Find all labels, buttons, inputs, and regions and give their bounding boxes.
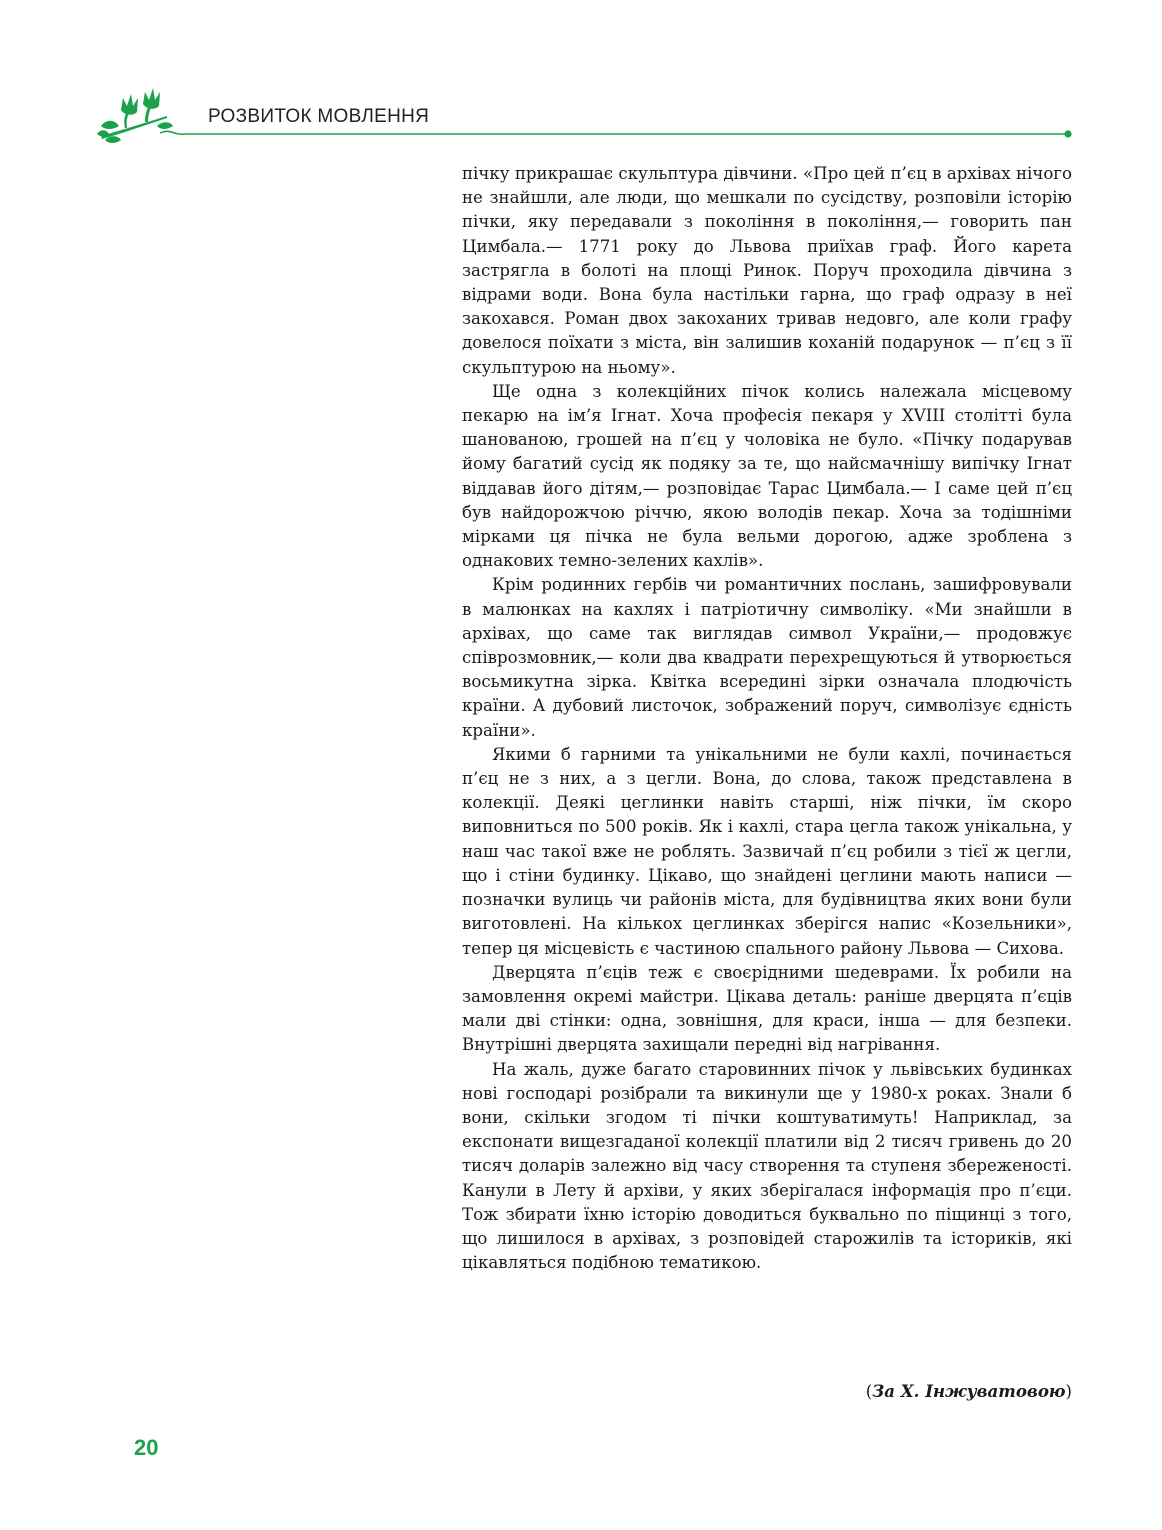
section-title: РОЗВИТОК МОВЛЕННЯ [208, 106, 430, 127]
paragraph: Дверцята п’єців теж є своєрідними шедеврами. Їх робили на замовлення окремі майстри. Цікава деталь: раніше дверцята п’єців мали дві стінки: одна, зовнішня, для краси, інша — для безпеки. Внутрішні дверцята захищали передні від нагрівання. [462, 962, 1072, 1055]
source-author: За Х. Інжуватовою [872, 1381, 1066, 1401]
source-attribution: (За Х. Інжуватовою) [865, 1381, 1072, 1401]
paragraph: Ще одна з колекційних пічок колись належала місцевому пекарю на ім’я Ігнат. Хоча професія пекаря у XVIII столітті була шанованою, грошей на п’єц у чоловіка не було. «Пічку подарував йому багатий сусід як подяку за те, що найсмачнішу випічку Ігнат віддавав його дітям,— розповідає Тарас Цимбала.— І саме цей п’єц був найдорожчою річчю, якою володів пекар. Хоча за тодішніми мірками ця пічка не була вельми дорогою, адже зроблена з однакових темно-зелених кахлів». [462, 381, 1072, 571]
article-text [462, 162, 1072, 1275]
paragraph: Крім родинних гербів чи романтичних послань, зашифровували в малюнках на кахлях і патріотичну символіку. «Ми знайшли в архівах, що саме так виглядав символ України,— продовжує співрозмовник,— коли два квадрати перехрещуються й утворюється восьмикутна зірка. Квітка всередині зірки означала плодючість країни. А дубовий листочок, зображений поруч, символізує єдність країни». [462, 575, 1072, 740]
paragraph: Якими б гарними та унікальними не були кахлі, починається п’єц не з них, а з цегли. Вона, до слова, також представлена в колекції. Деякі цеглинки навіть старші, ніж пічки, їм скоро виповниться по 500 років. Як і кахлі, стара цегла також унікальна, у наш час такої вже не роблять. Зазвичай п’єц робили з тієї ж цегли, що і стіни будинку. Цікаво, що знайдені цеглини мають написи — позначки вулиць чи районів міста, для будівництва яких вони були виготовлені. На кількох цеглинках зберігся напис «Козельники», тепер ця місцевість є частиною спального району Львова — Сихова. [462, 744, 1072, 958]
paragraph: На жаль, дуже багато старовинних пічок у львівських будинках нові господарі розібрали та викинули ще у 1980-х роках. Знали б вони, скільки згодом ті пічки коштуватимуть! Наприклад, за експонати вищезгаданої колекції платили від 2 тисяч гривень до 20 тисяч доларів залежно від часу створення та ступеня збереженості. Канули в Лету й архіви, у яких зберігалася інформація про п’єци. Тож збирати їхню історію доводиться буквально по піщинці з того, що лишилося в архівах, з розповідей старожилів та істориків, які цікавляться подібною тематикою. [462, 1059, 1072, 1273]
tulip-flowers-icon [95, 86, 175, 146]
paragraph: пічку прикрашає скульптура дівчини. «Про цей п’єц в архівах нічого не знайшли, але люди, що мешкали по сусідству, розповіли історію пічки, яку передавали з покоління в покоління,— говорить пан Цимбала.— 1771 року до Львова приїхав граф. Його карета застрягла в болоті на площі Ринок. Поруч проходила дівчина з відрами води. Вона була настільки гарна, що граф одразу в неї закохався. Роман двох закоханих тривав недовго, але коли графу довелося поїхати з міста, він залишив коханій подарунок — п’єц з її скульптурою на ньому». [462, 164, 1072, 377]
page-number: 20 [134, 1435, 159, 1460]
